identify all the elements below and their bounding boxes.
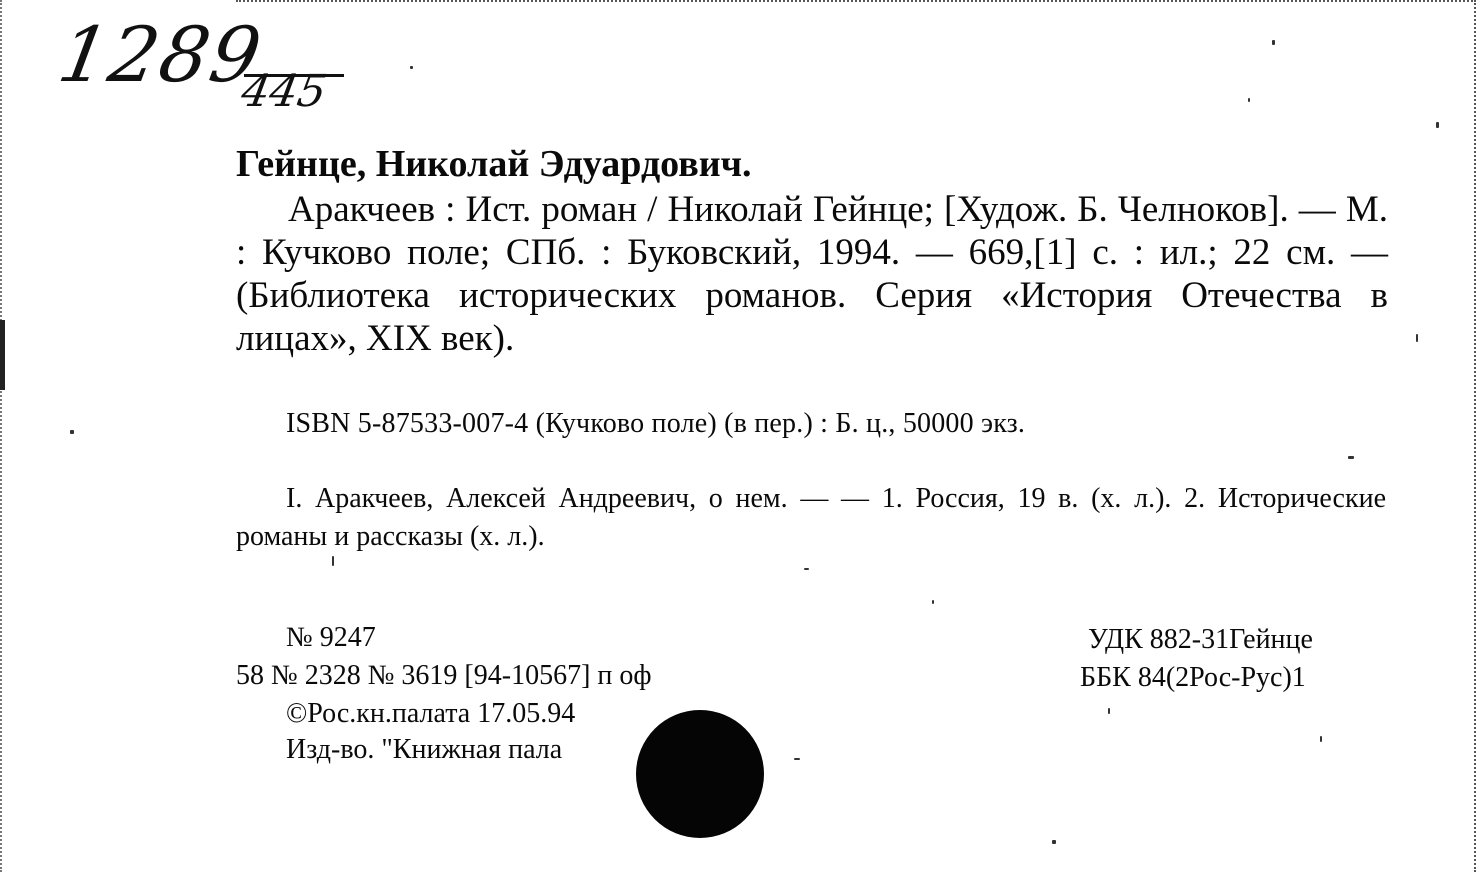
handwritten-main-number: 1289 <box>52 10 270 99</box>
bbk-code: ББК 84(2Рос-Рус)1 <box>1080 662 1306 693</box>
speck <box>1272 40 1275 45</box>
speck <box>794 758 800 760</box>
isbn-line: ISBN 5-87533-007-4 (Кучково поле) (в пер.) : Б. ц., 50000 экз. <box>286 408 1026 439</box>
card-right-border <box>1474 0 1476 872</box>
publisher-line: Изд-во. "Книжная пала <box>286 734 563 765</box>
speck <box>410 66 413 69</box>
speck <box>1320 736 1322 742</box>
handwritten-sub-number: 445 <box>237 66 331 117</box>
speck <box>70 430 74 434</box>
subject-headings: I. Аракчеев, Алексей Андреевич, о нем. — — 1. Россия, 19 в. (х. л.). 2. Исторические романы и рассказы (х. л.). <box>236 483 1386 552</box>
copyright-line: ©Рос.кн.палата 17.05.94 <box>286 698 576 729</box>
registration-numbers-line: 58 № 2328 № 3619 [94-10567] п оф <box>236 660 652 691</box>
speck <box>804 568 809 570</box>
speck <box>932 600 934 604</box>
speck <box>332 556 334 566</box>
speck <box>1108 708 1110 714</box>
record-number-line: № 9247 <box>286 622 376 653</box>
ink-blot <box>636 710 764 838</box>
udk-code: УДК 882-31Гейнце <box>1088 624 1313 655</box>
handwritten-shelf-number <box>52 10 360 120</box>
author-heading: Гейнце, Николай Эдуардович. <box>236 143 752 185</box>
speck <box>1436 122 1439 128</box>
card-top-border <box>236 0 1476 2</box>
card-left-border <box>0 0 2 872</box>
speck <box>1348 456 1354 459</box>
bibliographic-description: Аракчеев : Ист. роман / Николай Гейнце; [Худож. Б. Челноков]. — М. : Кучково поле; СПб. : Буковский, 1994. — 669,[1] с. : ил.; 22 см. — (Библиотека исторических романов. Серия «История Отечества в лицах», XIX век). <box>236 189 1388 359</box>
speck <box>1248 98 1250 102</box>
left-edge-mark <box>0 320 5 390</box>
speck <box>1052 840 1056 844</box>
speck <box>1416 334 1418 342</box>
